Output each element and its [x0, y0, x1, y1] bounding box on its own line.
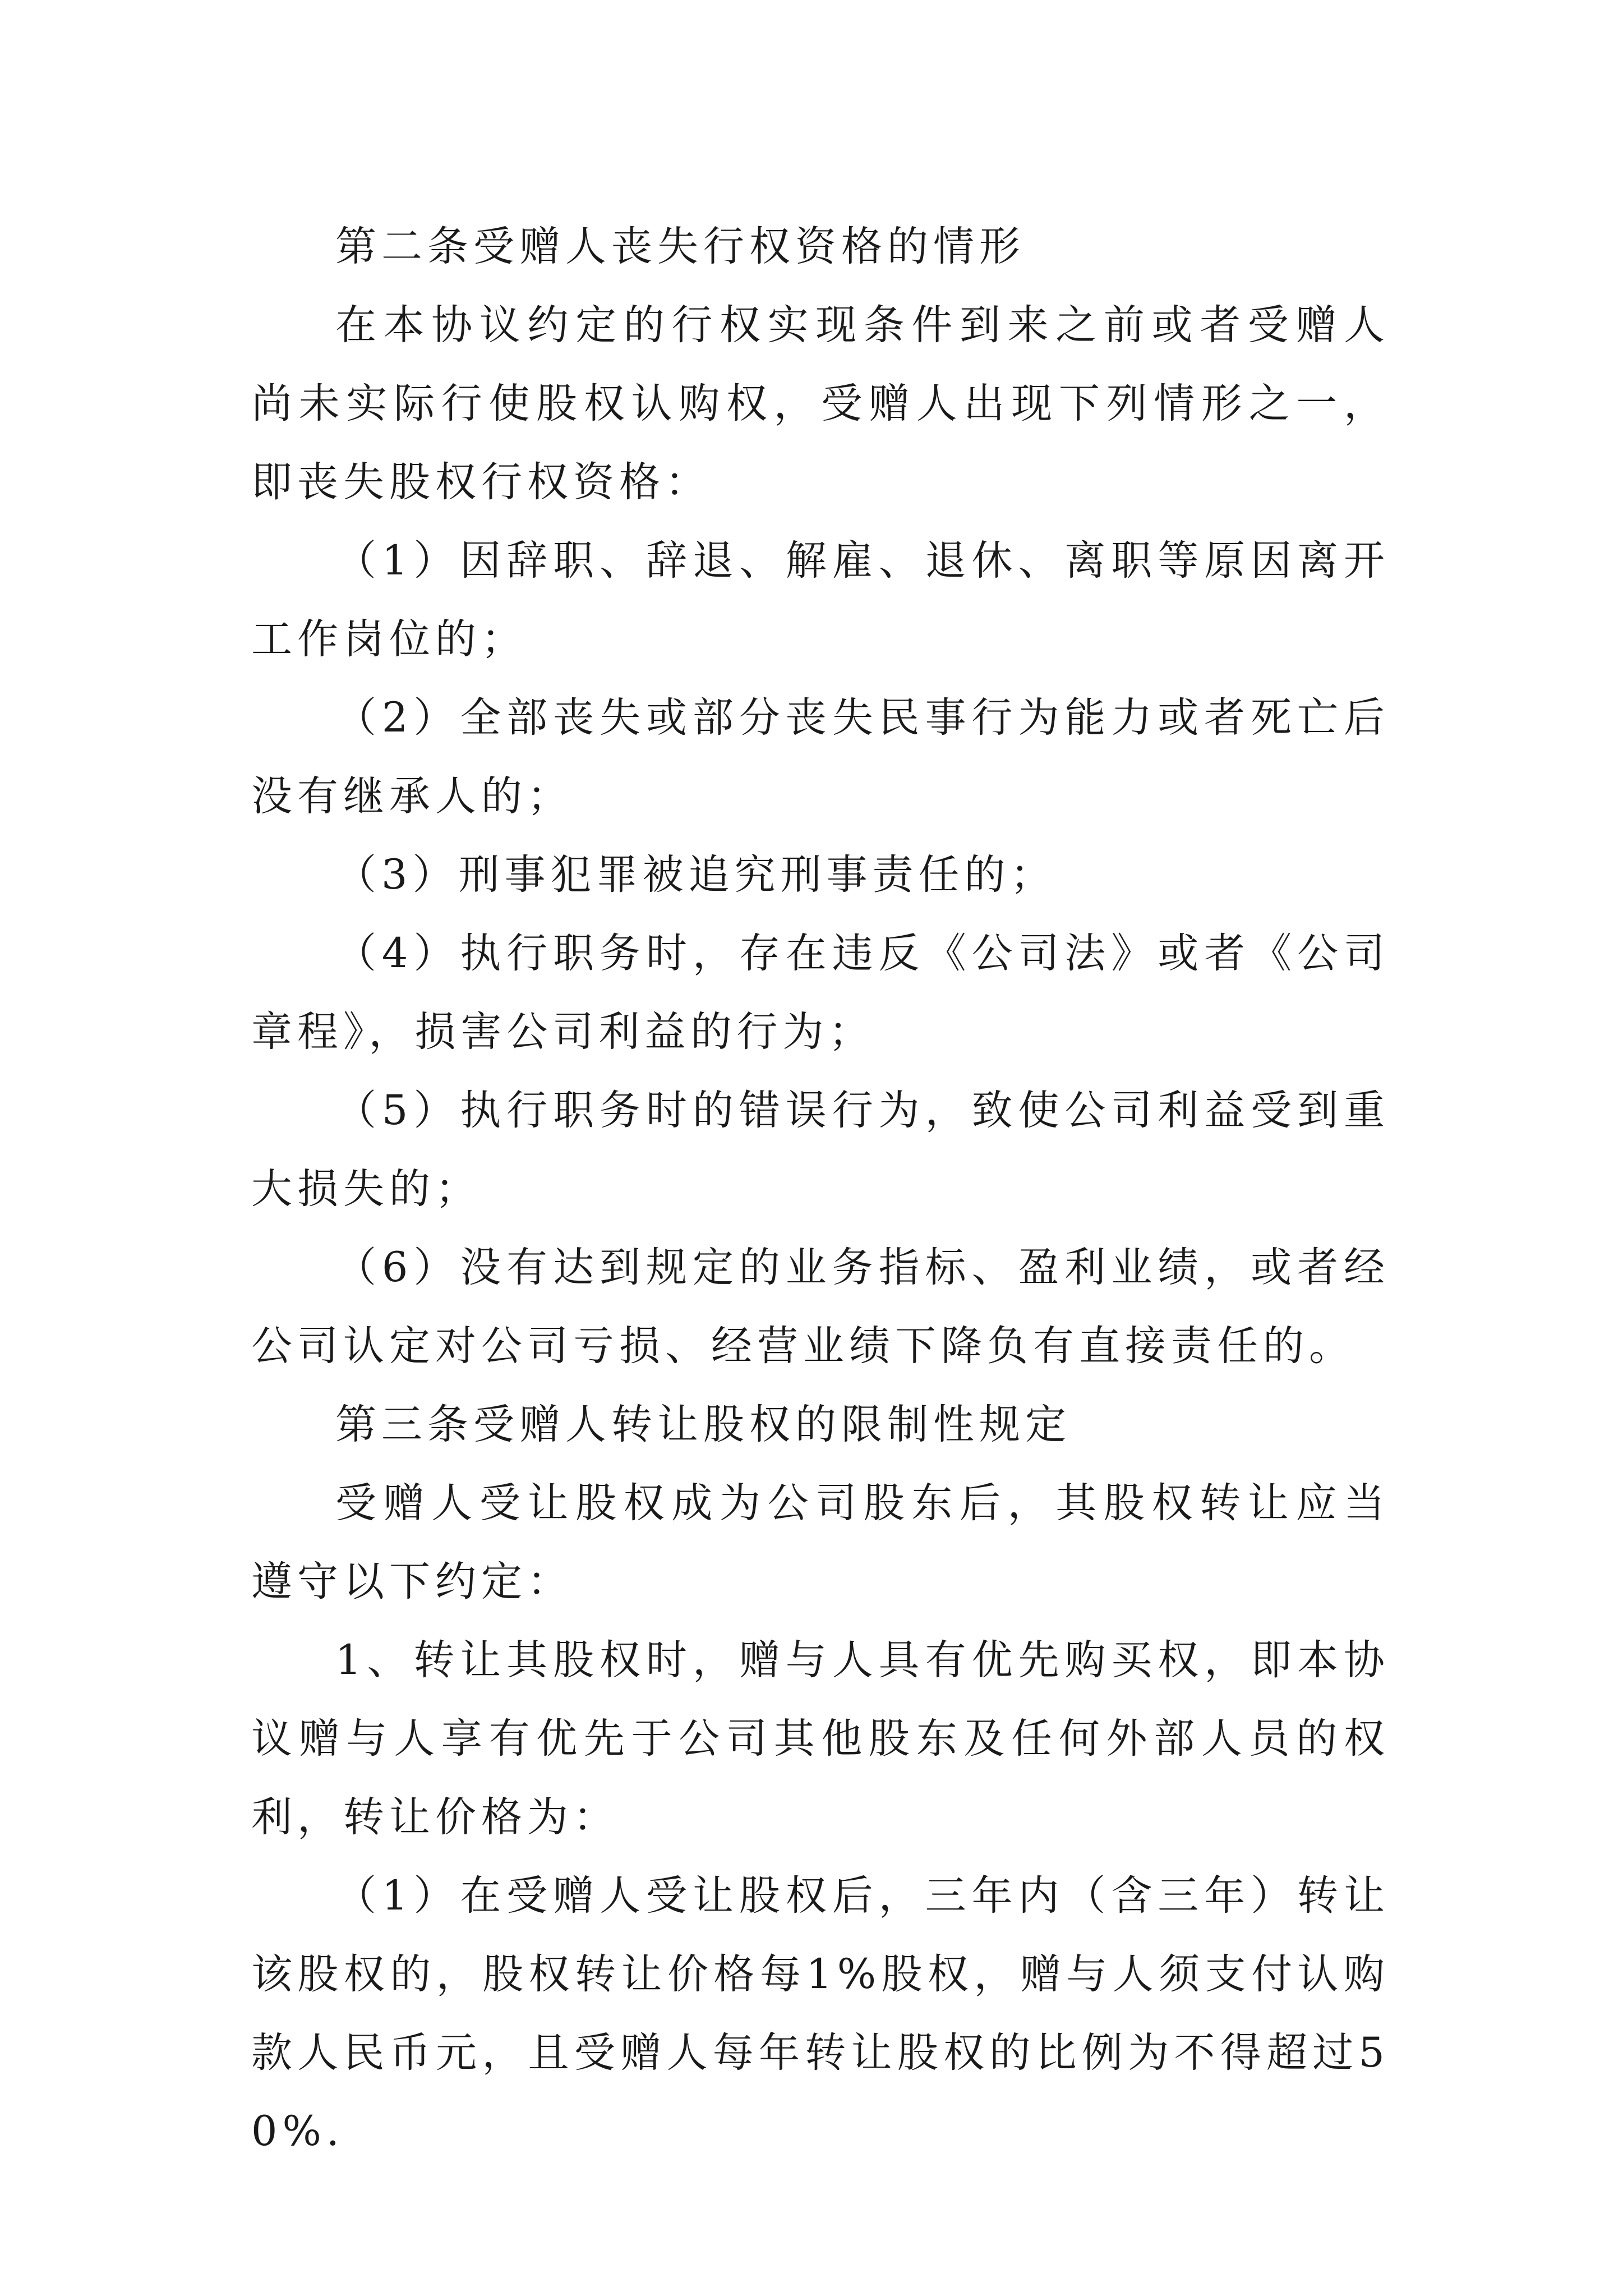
paragraph: 在本协议约定的行权实现条件到来之前或者受赠人尚未实际行使股权认购权，受赠人出现下列情形之一，即丧失股权行权资格： — [251, 301, 1390, 506]
list-item: （4）执行职务时，存在违反《公司法》或者《公司章程》，损害公司利益的行为； — [251, 930, 1390, 1056]
document-body — [251, 208, 1390, 2171]
list-item: （3）刑事犯罪被追究刑事责任的； — [335, 851, 1057, 899]
list-item: （5）执行职务时的错误行为，致使公司利益受到重大损失的； — [251, 1087, 1390, 1213]
list-item: （1）在受赠人受让股权后，三年内（含三年）转让该股权的，股权转让价格每1%股权，赠与人须支付认购款人民币元，且受赠人每年转让股权的比例为不得超过50%. — [251, 1872, 1390, 2155]
list-item: 1、转让其股权时，赠与人具有优先购买权，即本协议赠与人享有优先于公司其他股东及任何外部人员的权利，转让价格为： — [251, 1636, 1390, 1841]
list-item: （6）没有达到规定的业务指标、盈利业绩，或者经公司认定对公司亏损、经营业绩下降负有直接责任的。 — [251, 1244, 1390, 1370]
list-item: （2）全部丧失或部分丧失民事行为能力或者死亡后没有继承人的； — [251, 694, 1390, 820]
paragraph: 受赠人受让股权成为公司股东后，其股权转让应当遵守以下约定： — [251, 1479, 1390, 1605]
list-item: （1）因辞职、辞退、解雇、退休、离职等原因离开工作岗位的； — [251, 537, 1390, 663]
article-3-heading: 第三条受赠人转让股权的限制性规定 — [335, 1401, 1071, 1448]
article-2-heading: 第二条受赠人丧失行权资格的情形 — [335, 223, 1025, 270]
